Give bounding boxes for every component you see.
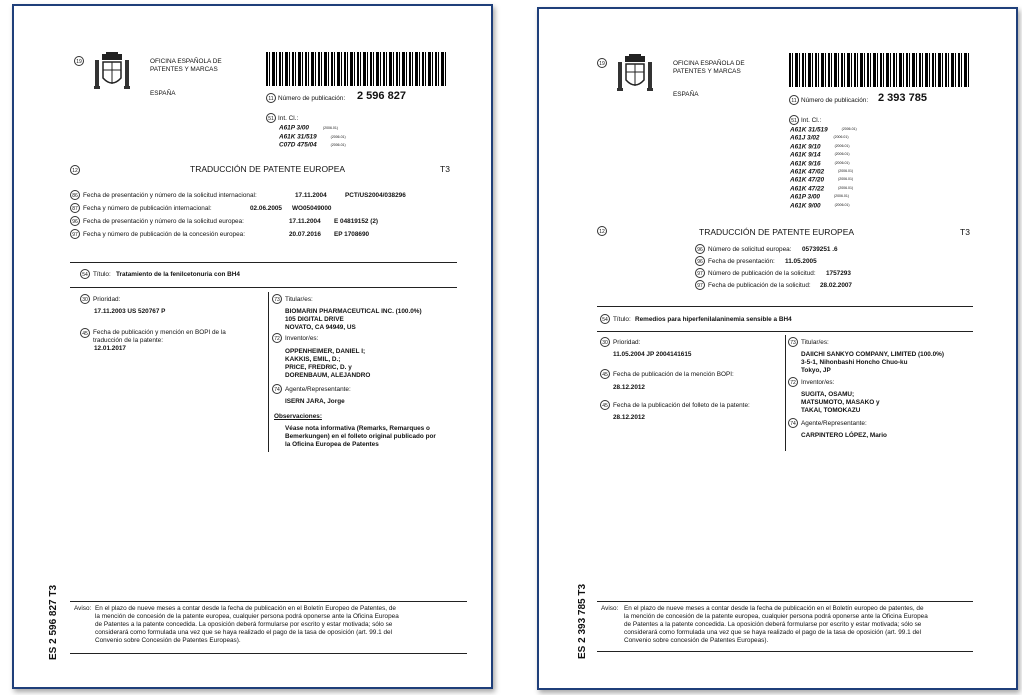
- holder-label: Titular/es:: [285, 296, 313, 303]
- ipc-item: A61K 47/02 (2006.01): [790, 168, 854, 176]
- country: ESPAÑA: [150, 90, 176, 97]
- side-publication-code: ES 2 596 827 T3: [48, 584, 59, 660]
- holder-value: BIOMARIN PHARMACEUTICAL INC. (100.0%) 105 DIGITAL DRIVE NOVATO, CA 94949, US: [285, 308, 422, 331]
- bib-number: E 04819152 (2): [334, 218, 379, 225]
- inid-12: 12: [70, 165, 80, 175]
- priority-label: Prioridad:: [93, 296, 121, 303]
- bib-number: PCT/US2004/038296: [345, 192, 406, 199]
- bib-row: [695, 244, 975, 256]
- ipc-item: A61K 9/10 (2006.01): [790, 143, 850, 151]
- inventors-value: SUGITA, OSAMU; MATSUMOTO, MASAKO y TAKAI, TOMOKAZU: [801, 391, 880, 414]
- bib-date: 17.11.2004: [289, 218, 321, 225]
- ipc-item: A61P 3/00 (2006.01): [790, 193, 849, 201]
- kind-code: T3: [960, 227, 970, 237]
- bib-date: 20.07.2016: [289, 231, 321, 238]
- inid-number: 96: [695, 256, 705, 266]
- ipc-item: A61P 3/00 (2006.01): [279, 124, 338, 132]
- title-label: Título:: [613, 316, 631, 323]
- bibliographic-rows: [70, 190, 470, 242]
- holder-label: Titular/es:: [801, 339, 829, 346]
- bib-row: [70, 229, 470, 242]
- aviso-label: Aviso:: [74, 605, 92, 612]
- inid-number: 96: [70, 216, 80, 226]
- ipc-item: A61J 3/02 (2006.01): [790, 134, 849, 142]
- agent-value: ISERN JARA, Jorge: [285, 398, 345, 405]
- inid-11: 11: [266, 93, 276, 103]
- divider: [597, 601, 973, 602]
- folleto-date: 28.12.2012: [613, 414, 645, 421]
- divider: [70, 601, 467, 602]
- ipc-item: A61K 47/20 (2006.01): [790, 176, 854, 184]
- bib-label: Fecha y número de publicación de la concesión europea:: [83, 231, 246, 238]
- divider: [597, 331, 973, 332]
- aviso-text: En el plazo de nueve meses a contar desde la fecha de publicación en el Boletín europeo de patentes, de la mención de concesión de la patente europea, cualquier persona podrá oponerse ante la Oficina Europea de Patentes a la patente concedida. La oposición deberá formularse por escrito y estar motivada; sólo se considerará como formulada una vez que se haya realizado el pago de la tasa de oposición (art. 99.1 del Convenio sobre concesión de Patentes Europeas).: [624, 605, 928, 644]
- bib-label: Número de solicitud europea:: [708, 246, 792, 253]
- inid-number: 97: [695, 280, 705, 290]
- bib-value: 11.05.2005: [785, 258, 817, 265]
- inventors-label: Inventor/es:: [801, 379, 835, 386]
- bopi-date: 28.12.2012: [613, 384, 645, 391]
- inid-11: 11: [789, 95, 799, 105]
- bib-label: Número de publicación de la solicitud:: [708, 270, 816, 277]
- inid-54: 54: [600, 314, 610, 324]
- inid-number: 97: [70, 229, 80, 239]
- bib-value: 05739251 .6: [802, 246, 838, 253]
- pub-number-label: Número de publicación:: [278, 95, 346, 102]
- inid-74: 74: [788, 418, 798, 428]
- kind-code: T3: [440, 164, 450, 174]
- agent-label: Agente/Representante:: [285, 386, 351, 393]
- bib-label: Fecha de presentación y número de la solicitud internacional:: [83, 192, 257, 199]
- folleto-label: Fecha de la publicación del folleto de la patente:: [613, 402, 750, 409]
- priority-value: 11.05.2004 JP 2004141615: [613, 351, 692, 358]
- doc-type: TRADUCCIÓN DE PATENTE EUROPEA: [190, 164, 346, 174]
- office-name: OFICINA ESPAÑOLA DE PATENTES Y MARCAS: [673, 60, 745, 75]
- ipc-list: [279, 124, 346, 150]
- bib-label: Fecha de presentación:: [708, 258, 775, 265]
- inid-51: 51: [266, 113, 276, 123]
- priority-value: 17.11.2003 US 520767 P: [94, 308, 166, 315]
- patent-title: Tratamiento de la fenilcetonuria con BH4: [116, 271, 240, 278]
- ipc-item: A61K 9/00 (2006.01): [790, 202, 850, 210]
- patent-document-2: [537, 7, 1018, 690]
- int-cl-label: Int. Cl.:: [278, 115, 299, 122]
- barcode: [266, 52, 446, 86]
- inid-30: 30: [80, 294, 90, 304]
- agent-value: CARPINTERO LÓPEZ, Mario: [801, 432, 887, 439]
- ipc-item: A61K 31/519 (2006.01): [279, 133, 346, 141]
- inventors-label: Inventor/es:: [285, 335, 319, 342]
- observations-value: Véase nota informativa (Remarks, Remarques o Bemerkungen) en el folleto original publicado por la Oficina Europea de Patentes: [285, 425, 436, 448]
- inventors-value: OPPENHEIMER, DANIEL I; KAKKIS, EMIL, D.; PRICE, FREDRIC, D. y DORENBAUM, ALEJANDRO: [285, 348, 371, 379]
- inid-74: 74: [272, 384, 282, 394]
- inid-73: 73: [788, 337, 798, 347]
- bib-row: [70, 203, 470, 216]
- bib-label: Fecha de publicación de la solicitud:: [708, 282, 811, 289]
- column-divider: [268, 292, 269, 452]
- country: ESPAÑA: [673, 91, 699, 98]
- holder-value: DAIICHI SANKYO COMPANY, LIMITED (100.0%) 3-5-1, Nihonbashi Honcho Chuo-ku Tokyo, JP: [801, 351, 944, 374]
- bib-label: Fecha y número de publicación internacional:: [83, 205, 212, 212]
- bib-number: WO05049000: [292, 205, 332, 212]
- aviso-text: En el plazo de nueve meses a contar desde la fecha de publicación en el Boletín Europeo de Patentes, de la mención de concesión de la patente europea, cualquier persona podrá oponerse ante la Oficina Europea de Patentes a la patente concedida. La oposición deberá formularse por escrito y estar motivada; sólo se considerará como formulada una vez que se haya realizado el pago de la tasa de oposición (art. 99.1 del Convenio sobre Concesión de Patentes Europeas).: [95, 605, 399, 644]
- pub-number-label: Número de publicación:: [801, 97, 869, 104]
- inid-45: 45: [600, 369, 610, 379]
- pub-number: 2 393 785: [878, 92, 927, 104]
- ipc-item: A61K 9/14 (2006.01): [790, 151, 850, 159]
- divider: [597, 306, 973, 307]
- inid-45: 45: [600, 400, 610, 410]
- bopi-label: Fecha de publicación y mención en BOPI de la traducción de la patente:: [93, 329, 226, 344]
- inid-51: 51: [789, 115, 799, 125]
- inid-number: 87: [70, 203, 80, 213]
- barcode: [789, 53, 969, 87]
- spanish-coat-of-arms-logo: [94, 52, 130, 92]
- divider: [70, 262, 457, 263]
- bib-value: 1757293: [826, 270, 851, 277]
- title-label: Título:: [93, 271, 111, 278]
- ipc-item: A61K 9/16 (2006.01): [790, 160, 850, 168]
- office-name: OFICINA ESPAÑOLA DE PATENTES Y MARCAS: [150, 58, 222, 73]
- inid-number: 86: [70, 190, 80, 200]
- bib-date: 02.06.2005: [250, 205, 282, 212]
- inid-45: 45: [80, 328, 90, 338]
- inid-12: 12: [597, 226, 607, 236]
- divider: [70, 287, 457, 288]
- spanish-coat-of-arms-logo: [617, 54, 653, 94]
- doc-type: TRADUCCIÓN DE PATENTE EUROPEA: [699, 227, 855, 237]
- bib-row: [70, 216, 470, 229]
- inid-30: 30: [600, 337, 610, 347]
- agent-label: Agente/Representante:: [801, 420, 867, 427]
- aviso-label: Aviso:: [601, 605, 619, 612]
- inid-73: 73: [272, 294, 282, 304]
- observations-label: Observaciones:: [274, 413, 322, 420]
- divider: [597, 651, 973, 652]
- bib-row: [695, 268, 975, 280]
- inid-54: 54: [80, 269, 90, 279]
- bib-row: [695, 280, 975, 292]
- bopi-label: Fecha de publicación de la mención BOPI:: [613, 371, 734, 378]
- side-publication-code: ES 2 393 785 T3: [577, 583, 588, 659]
- ipc-list: [790, 126, 857, 210]
- bopi-date: 12.01.2017: [94, 345, 126, 352]
- bib-date: 17.11.2004: [295, 192, 327, 199]
- bib-row: [70, 190, 470, 203]
- int-cl-label: Int. Cl.:: [801, 117, 822, 124]
- pub-number: 2 596 827: [357, 90, 406, 102]
- bib-row: [695, 256, 975, 268]
- priority-label: Prioridad:: [613, 339, 641, 346]
- inid-number: 96: [695, 244, 705, 254]
- patent-title: Remedios para hiperfenilalaninemia sensible a BH4: [635, 316, 792, 323]
- inid-72: 72: [272, 333, 282, 343]
- column-divider: [785, 335, 786, 451]
- patent-document-1: [12, 4, 493, 689]
- ipc-item: A61K 31/519 (2006.01): [790, 126, 857, 134]
- inid-72: 72: [788, 377, 798, 387]
- inid-19: 19: [597, 58, 607, 68]
- bib-number: EP 1708690: [334, 231, 370, 238]
- ipc-item: A61K 47/22 (2006.01): [790, 185, 854, 193]
- bibliographic-rows: [695, 244, 975, 292]
- bib-label: Fecha de presentación y número de la solicitud europea:: [83, 218, 244, 225]
- divider: [70, 653, 467, 654]
- inid-19: 19: [74, 56, 84, 66]
- inid-number: 97: [695, 268, 705, 278]
- ipc-item: C07D 475/04 (2006.01): [279, 142, 346, 150]
- bib-value: 28.02.2007: [820, 282, 852, 289]
